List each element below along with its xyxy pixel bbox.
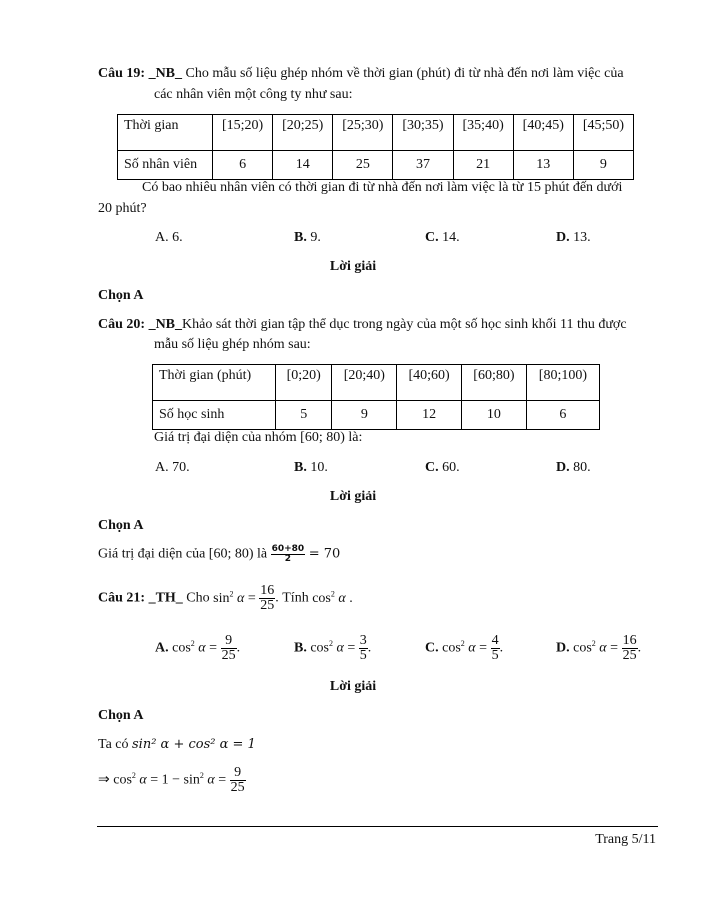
option-text: 14. — [442, 230, 460, 245]
q21-cos: $\cos^2 \alpha$ . — [312, 589, 353, 606]
q20-question: Giá trị đại diện của nhóm [60; 80) là: — [154, 430, 363, 445]
explanation-fraction — [271, 545, 306, 564]
solution-heading-text: Lời giải — [329, 259, 377, 274]
table-row-values — [118, 151, 634, 180]
step2-fraction — [230, 766, 246, 795]
solution-heading-text: Lời giải — [329, 489, 377, 504]
option-fraction — [359, 634, 368, 663]
table-cell: Thời gian (phút) — [153, 365, 276, 401]
option-key: C. — [425, 460, 439, 475]
q21-option-a[interactable]: A. $\cos^2 \alpha$ = $\frac{9}{25}$ . — [155, 633, 241, 663]
q19-text-line1: Cho mẫu số liệu ghép nhóm về thời gian (phút) đi từ nhà đến nơi làm việc của — [185, 66, 624, 81]
option-text: 80. — [573, 460, 591, 475]
option-text: 10. — [310, 460, 328, 475]
q19-question-line1: Có bao nhiêu nhân viên có thời gian đi từ nhà đến nơi làm việc là từ 15 phút đến dưới — [142, 180, 623, 195]
q20-explanation — [98, 545, 340, 564]
table-cell: [25;30) — [333, 115, 393, 151]
page-number: Trang 5/11 — [595, 832, 656, 847]
table-cell: 10 — [462, 401, 527, 430]
option-key: D. — [556, 640, 570, 656]
option-key: D. — [556, 230, 570, 245]
option-fraction — [221, 634, 237, 663]
explanation-result: = 70 — [308, 546, 341, 562]
table-cell: 21 — [453, 151, 513, 180]
q21-sin: $\sin^2 \alpha$ = — [213, 589, 256, 606]
table-cell: 9 — [332, 401, 397, 430]
q21-step2: ⇒ $\cos^2 \alpha = 1 - \sin^2 \alpha$ = $\frac{9}{25}$ — [98, 765, 245, 795]
solution-heading-text: Lời giải — [329, 679, 377, 694]
q19-solution-heading — [0, 259, 706, 275]
q20-text-line1: Khảo sát thời gian tập thể dục trong ngày của một số học sinh khối 11 thu được — [182, 317, 627, 332]
q20-label: Câu 20: — [98, 317, 146, 332]
option-key: A. — [155, 230, 169, 245]
option-key: A. — [155, 640, 169, 656]
option-text: 60. — [442, 460, 460, 475]
table-cell: 6 — [526, 401, 599, 430]
q21-option-d[interactable]: D. $\cos^2 \alpha$ = $\frac{16}{25}$ . — [556, 633, 642, 663]
fraction-numerator: 16 — [622, 633, 637, 648]
option-text: 13. — [573, 230, 591, 245]
table-cell: [15;20) — [213, 115, 273, 151]
fraction-numerator: 60+80 — [271, 544, 305, 554]
q21-solution-heading — [0, 679, 706, 695]
table-row-header — [118, 115, 634, 151]
table-cell: [40;60) — [397, 365, 462, 401]
q20-intro — [98, 317, 627, 333]
q19-table — [117, 114, 634, 180]
q20-text-line2: mẫu số liệu ghép nhóm sau: — [154, 337, 311, 352]
option-text: 6. — [172, 230, 183, 245]
q20-option-b[interactable] — [294, 460, 328, 476]
table-row-header — [153, 365, 600, 401]
table-cell: 13 — [513, 151, 573, 180]
table-cell: Số học sinh — [153, 401, 276, 430]
answer-text: Chọn A — [98, 288, 144, 303]
table-cell: 25 — [333, 151, 393, 180]
q20-option-d[interactable] — [556, 460, 591, 476]
table-cell: [0;20) — [276, 365, 332, 401]
fraction-denominator: 25 — [260, 598, 275, 613]
answer-text: Chọn A — [98, 708, 144, 723]
q19-answer — [98, 288, 144, 304]
q21-intro — [98, 584, 353, 613]
cos-text: cos — [312, 590, 331, 606]
q20-option-c[interactable] — [425, 460, 460, 476]
q20-answer — [98, 518, 144, 534]
footer-divider — [97, 826, 658, 827]
option-key: C. — [425, 640, 439, 656]
option-key: B. — [294, 230, 307, 245]
table-cell: Thời gian — [118, 115, 213, 151]
fraction-numerator: 4 — [491, 633, 499, 648]
option-fraction — [622, 634, 638, 663]
table-row-values — [153, 401, 600, 430]
option-key: D. — [556, 460, 570, 475]
table-cell: 5 — [276, 401, 332, 430]
q21-label: Câu 21: — [98, 590, 146, 606]
fraction-denominator: 25 — [622, 648, 637, 663]
q20-option-a[interactable] — [155, 460, 190, 476]
fraction-numerator: 9 — [221, 634, 237, 649]
q19-question-line2: 20 phút? — [98, 201, 147, 216]
table-cell: [40;45) — [513, 115, 573, 151]
q21-tag: _TH_ — [148, 590, 183, 606]
explanation-text: Giá trị đại diện của [60; 80) là — [98, 546, 268, 562]
fraction-numerator: 3 — [359, 633, 367, 648]
q19-label: Câu 19: — [98, 66, 146, 81]
q21-step1 — [98, 737, 256, 753]
q19-text-line2: các nhân viên một công ty như sau: — [154, 87, 353, 102]
fraction-denominator: 5 — [491, 648, 499, 663]
table-cell: [60;80) — [462, 365, 527, 401]
table-cell: 12 — [397, 401, 462, 430]
table-cell: [80;100) — [526, 365, 599, 401]
fraction-denominator: 5 — [359, 648, 367, 663]
q20-tag: _NB_ — [148, 317, 183, 332]
fraction-numerator: 9 — [230, 766, 246, 781]
table-cell: [20;40) — [332, 365, 397, 401]
answer-text: Chọn A — [98, 518, 144, 533]
q19-option-b[interactable] — [294, 230, 321, 246]
table-cell: [45;50) — [573, 115, 633, 151]
table-cell: 9 — [573, 151, 633, 180]
option-key: A. — [155, 460, 169, 475]
fraction-denominator: 25 — [221, 648, 236, 663]
table-cell: 6 — [213, 151, 273, 180]
table-cell: [30;35) — [393, 115, 453, 151]
q19-option-a[interactable] — [155, 230, 183, 246]
step1-prefix: Ta có — [98, 737, 129, 752]
option-fraction — [491, 634, 500, 663]
q19-tag: _NB_ — [148, 66, 183, 81]
option-key: B. — [294, 460, 307, 475]
q21-prompt-fraction — [259, 584, 275, 613]
q21-text-cho: Cho — [186, 590, 210, 606]
table-cell: [35;40) — [453, 115, 513, 151]
option-key: C. — [425, 230, 439, 245]
fraction-denominator: 25 — [230, 780, 245, 795]
q19-intro — [98, 66, 624, 82]
table-cell: [20;25) — [273, 115, 333, 151]
q21-answer — [98, 708, 144, 724]
q20-table — [152, 364, 600, 430]
q19-option-d[interactable] — [556, 230, 591, 246]
q21-option-b[interactable]: B. $\cos^2 \alpha$ = $\frac{3}{5}$ . — [294, 633, 372, 663]
q19-option-c[interactable] — [425, 230, 460, 246]
step1-math: sin² α + cos² α = 1 — [132, 737, 256, 752]
table-cell: Số nhân viên — [118, 151, 213, 180]
option-text: 70. — [172, 460, 190, 475]
implies-icon: ⇒ — [98, 772, 110, 788]
q20-solution-heading — [0, 489, 706, 505]
fraction-denominator: 2 — [284, 554, 292, 564]
sin-text: sin — [213, 590, 230, 606]
table-cell: 37 — [393, 151, 453, 180]
fraction-numerator: 16 — [260, 583, 275, 598]
q21-option-c[interactable]: C. $\cos^2 \alpha$ = $\frac{4}{5}$ . — [425, 633, 504, 663]
option-text: 9. — [310, 230, 321, 245]
q21-text-tinh: . Tính — [275, 590, 309, 606]
table-cell: 14 — [273, 151, 333, 180]
option-key: B. — [294, 640, 307, 656]
